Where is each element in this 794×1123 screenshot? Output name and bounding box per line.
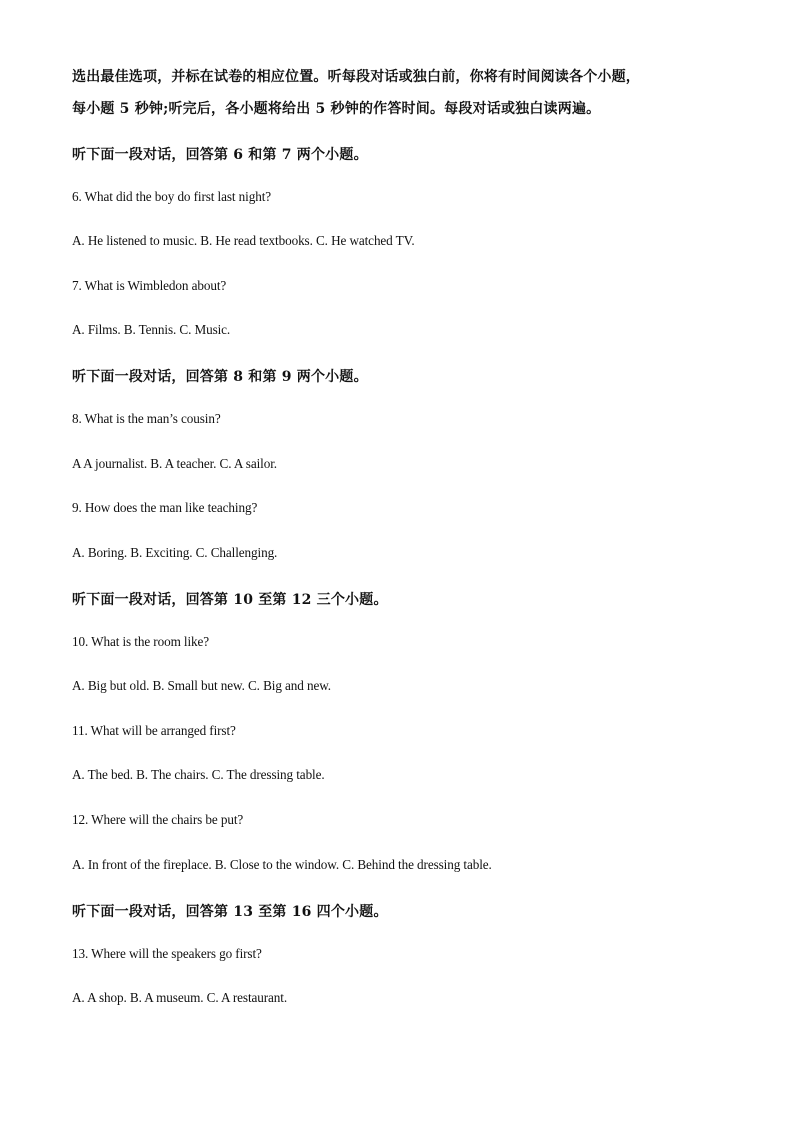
question-12-options: A. In front of the fireplace. B. Close to the window. C. Behind the dressing table. xyxy=(72,857,492,872)
instructions-line-1: 选出最佳选项，并标在试卷的相应位置。听每段对话或独白前，你将有时间阅读各个小题， xyxy=(72,69,640,85)
question-6: 6. What did the boy do first last night? xyxy=(72,189,272,204)
question-8-options: A A journalist. B. A teacher. C. A sailor. xyxy=(72,456,277,471)
question-12: 12. Where will the chairs be put? xyxy=(72,812,244,827)
question-13-options: A. A shop. B. A museum. C. A restaurant. xyxy=(72,990,288,1005)
question-7: 7. What is Wimbledon about? xyxy=(72,278,227,293)
question-8: 8. What is the man’s cousin? xyxy=(72,411,221,426)
instructions-line-2: 每小题 5 秒钟;听完后，各小题将给出 5 秒钟的作答时间。每段对话或独白读两遍。 xyxy=(72,101,601,117)
question-10: 10. What is the room like? xyxy=(72,634,210,649)
question-6-options: A. He listened to music. B. He read textbooks. C. He watched TV. xyxy=(72,233,415,248)
question-13: 13. Where will the speakers go first? xyxy=(72,946,262,961)
section-heading-q6-7: 听下面一段对话，回答第 6 和第 7 两个小题。 xyxy=(72,147,368,163)
section-heading-q10-12: 听下面一段对话，回答第 10 至第 12 三个小题。 xyxy=(72,592,388,608)
question-10-options: A. Big but old. B. Small but new. C. Big and new. xyxy=(72,678,331,693)
section-heading-q13-16: 听下面一段对话，回答第 13 至第 16 四个小题。 xyxy=(72,904,388,920)
question-11-options: A. The bed. B. The chairs. C. The dressing table. xyxy=(72,767,325,782)
question-11: 11. What will be arranged first? xyxy=(72,723,236,738)
section-heading-q8-9: 听下面一段对话，回答第 8 和第 9 两个小题。 xyxy=(72,369,368,385)
question-9-options: A. Boring. B. Exciting. C. Challenging. xyxy=(72,545,278,560)
question-7-options: A. Films. B. Tennis. C. Music. xyxy=(72,322,231,337)
question-9: 9. How does the man like teaching? xyxy=(72,500,258,515)
